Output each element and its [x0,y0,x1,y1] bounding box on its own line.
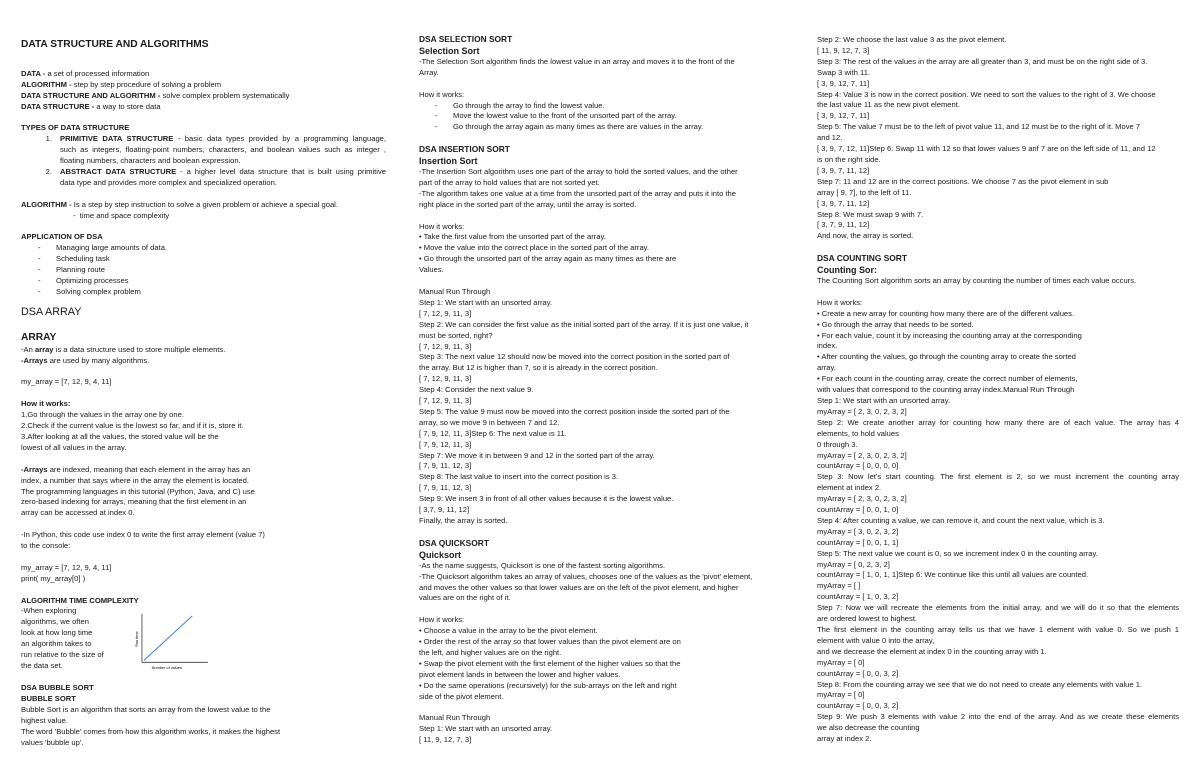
text-line: Step 1: We start with an unsorted array. [419,297,553,307]
text-line: • After counting the values, go through the counting array to create the sorted [817,352,1076,362]
text-line: 0 through 3. [817,439,858,449]
quicksort-steps [419,626,771,702]
text-line: Step 2: We choose the last value 3 as the pivot element. [817,35,1007,44]
text-line: [ 7, 9, 12, 11, 3]Step 6: The next value is 11. [419,428,567,438]
text-line: Step 8: The last value to insert into the correct position is 3. [419,472,619,482]
text-line: Step 5: The value 9 must now be moved into the correct position inside the sorted part of the [419,406,730,416]
insertion-heading: DSA INSERTION SORT [419,144,510,155]
text-line: • Order the rest of the array so that lower values than the pivot element are on [419,637,681,647]
text-line: are ordered lowest to highest. [817,614,918,624]
x-axis-label: Number of values [151,665,182,671]
text-line: The first element in the counting array tells us that we have 1 element with value 0. So we push 1 [817,625,1179,634]
text-line: [ 3,7, 9, 11, 12] [419,505,470,515]
text-line: • Swap the pivot element with the first element of the higher values so that the [419,658,681,668]
column-right: Step 2: We choose the last value 3 as the pivot element. [ 11, 9, 12, 7, 3] Step 3: The rest of the values in the array are all greater than 3, and must be on the right side of 3. Swap 3 with 11. [ 3, 9, 12, 7, 11] Step 4: Value 3 is now in the correct position. We need to sort the values to the right of 3. We choose the last value 11 as the new pivot element. [ 3, 9, 12, 7, 11] Step 5: The value 7 must be to the left of pivot value 11, and 12 must be to the right of it. Move 7 and 12. [ 3, 9, 7, 12, 11]Step 6: Swap 11 with 12 so that lower values 9 anf 7 are on the left side of 11, and 12 is on the right side. [ 3, 9, 7, 11, 12] Step 7: 11 and 12 are in the correct positions. We choose 7 as the pivot element in sub array [ 9, 7], to the left of 11. [ 3, 9, 7, 11, 12] Step 8: We must swap 9 with 7. [ 3, 7, 9, 11, 12] And now, the array is sorted. DSA COUNTING SORT Counting Sor: The Counting Sort algorithm sorts an array by counting the number of times each value occurs. How it works: • Create a new array for counting how many there are of the different values. • Go through the array that needs to be sorted. • For each value, count it by increasing the counting array at the corresponding index. • After counting the values, go through the counting array to create the sorted array. • For each count in the counting array, create the correct number of elements, with values that correspond to the counting array index.Manual Run Through Step 1: We start with an unsorted array. myArray = [ 2, 3, 0, 2, 3, 2] Step 2: We create another array for counting how many there are of each value. The array has 4 elements, to hold values 0 through 3. myArray = [ 2, 3, 0, 2, 3, 2] countArray = [ 0, 0, 0, 0] Step 3: Now let's start counting. The first element is 2, so we must increment the counting array element at index 2. myArray = [ 2, 3, 0, 2, 3, 2] countArray = [ 0, 0, 1, 0] Step 4: After counting a value, we can remove it, and count the next value, which is 3. myArray = [ 3, 0, 2, 3, 2] countArray = [ 0, 0, 1, 1] Step 5: The next value we count is 0, so we increment index 0 in the counting array. myArray = [ 0, 2, 3, 2] countArray = [ 1, 0, 1, 1]Step 6: We continue like this until all values are counted. myArray = [ ] countArray = [ 1, 0, 3, 2] Step 7: Now we will recreate the elements from the initial array, and we will do it so that the elements are ordered lowest to highest. The first element in the counting array tells us that we have 1 element with value 0. So we push 1 element with value 0 into the array, and we decrease the element at index 0 in the counting array with 1. myArray = [ 0] countArray = [ 0, 0, 3, 2] Step 8: From the counting array we see that we do not need to create any elements with value 1. myArray = [ 0] countArray = [ 0, 0, 3, 2] Step 9: We push 3 elements with value 2 into the end of the array. And as we create these elements we also decrease the counting array at index 2. [817,35,1179,744]
text-line: • Go through the array that needs to be sorted. [817,319,974,329]
text-line: Step 1: We start with an unsorted array. [419,724,553,734]
applications-list: - Managing large amounts of data. - Scheduling task - Planning route - Optimizing processes - Solving complex problem [38,243,168,296]
types-heading: TYPES OF DATA STRUCTURE [21,123,130,133]
text-line: countArray = [ 1, 0, 3, 2] [817,592,899,602]
counting-run [817,418,1179,745]
text-line: Step 5: The next value we count is 0, so we increment index 0 in the counting array. [817,548,1098,558]
bubble-heading: DSA BUBBLE SORT [21,683,94,693]
text-line: Step 9: We push 3 elements with value 2 into the end of the array. And as we create these elements [817,712,1179,722]
text-line: countArray = [ 0, 0, 1, 0] [817,505,899,515]
text-line: Step 9: We insert 3 in front of all other values because it is the lowest value. [419,494,674,504]
text-line: index. [817,341,838,351]
column-left: DATA STRUCTURE AND ALGORITHMS DATA - a set of processed information ALGORITHM - step by step procedure of solving a problem DATA STRUCTURE AND ALGORITHM - solve complex problem systematically DATA STRUCTURE - a way to store data TYPES OF DATA STRUCTURE 1. PRIMITIVE DATA STRUCTURE - basic data types provided by a programming language, such as integers, floating-point numbers, characters, and boolean values such as integer , floating numbers, characters and boolean expression. 2. ABSTRACT DATA STRUCTURE - a higher level data structure that is built using primitive data type and provides more complex and specialized operation. ALGORITHM - Is a step by step instruction to solve a given problem or achieve a special goal. - time and space complexity APPLICATION OF DSA - Managing large amounts of data. - Scheduling task - Planning route - Optimizing processes - Solving complex problem DSA ARRAY ARRAY -An array is a data structure used to store multiple elements. -Arrays are used by many algorithms. my_array = [7, 12, 9, 4, 11] How it works: 1.Go through the values in the array one by one. 2.Check if the current value is the lowest so far, and if it is, store it. 3.After looking at all the values, the stored value will be the lowest of all values in the array. -Arrays are indexed, meaning that each element in the array has an index, a number that says where in the array the element is located. The programming languages in this tutorial (Python, Java, and C) use zero-based indexing for arrays, meaning that the first element in an array can be accessed at index 0. -In Python, this code use index 0 to write the first array element (value 7) to the console: my_array = [7, 12, 9, 4, 11] print( my_array[0] ) ALGORITHM TIME COMPLEXITY -When exploring algorithms, we often look at how long time an algorithm takes to run relative to the size of the data set. Run time Number of values DSA BUBBLE SORT BUBBLE SORT Bubble Sort is an algorithm that sorts an array from the lowest value to the highest value. The word 'Bubble' comes from how this algorithm works, it makes the highest values 'bubble up'. [21,39,386,747]
insertion-manual-run [419,287,771,527]
text-line: Step 3: The next value 12 should now be moved into the correct position in the sorted part of [419,352,730,362]
text-line: the array. But 12 is higher than 7, so it is already in the correct position. [419,363,658,373]
text-line: myArray = [ 3, 0, 2, 3, 2] [817,526,899,536]
text-line: is on the right side. [817,154,881,164]
text-line: Step 3: The rest of the values in the array are all greater than 3, and must be on the right side of 3. [817,56,1148,66]
text-line: [ 3, 9, 7, 12, 11]Step 6: Swap 11 with 12 so that lower values 9 anf 7 are on the left side of 11, and 12 [817,144,1156,154]
text-line: [ 7, 9, 11, 12, 3] [419,483,472,493]
text-line: [ 7, 9, 11, 12, 3] [419,461,472,471]
text-line: [ 7, 12, 9, 11, 3] [419,308,472,318]
y-axis-label: Run time [134,631,140,648]
text-line: elements, to hold values [817,428,899,438]
column-middle: DSA SELECTION SORT Selection Sort -The Selection Sort algorithm finds the lowest value in an array and moves it to the front of the Array. How it works: - Go through the array to find the lowest value. - Move the lowest value to the front of the unsorted part of the array. - Go through the array again as many times as there are values in the array. DSA INSERTION SORT Insertion Sort -The Insertion Sort algorithm uses one part of the array to hold the sorted values, and the other part of the array to hold values that are not sorted yet. -The algorithm takes one value at a time from the unsorted part of the array and puts it into the right place in the sorted part of the array, until the array is sorted. How it works: • Take the first value from the unsorted part of the array. • Move the value into the correct place in the sorted part of the array. • Go through the unsorted part of the array again as many times as there are Values. Manual Run Through Step 1: We start with an unsorted array. [ 7, 12, 9, 11, 3] Step 2: We can consider the first value as the initial sorted part of the array. If it is just one value, it must be sorted, right? [ 7, 12, 9, 11, 3] Step 3: The next value 12 should now be moved into the correct position in the sorted part of the array. But 12 is higher than 7, so it is already in the correct position. [ 7, 12, 9, 11, 3] Step 4: Consider the next value 9. [ 7, 12, 9, 11, 3] Step 5: The value 9 must now be moved into the correct position inside the sorted part of the array, so we move 9 in between 7 and 12. [ 7, 9, 12, 11, 3]Step 6: The next value is 11. [ 7, 9, 12, 11, 3] Step 7: We move it in between 9 and 12 in the sorted part of the array. [ 7, 9, 11, 12, 3] Step 8: The last value to insert into the correct position is 3. [ 7, 9, 11, 12, 3] Step 9: We insert 3 in front of all other values because it is the lowest value. [ 3,7, 9, 11, 12] Finally, the array is sorted. DSA QUICKSORT Quicksort -As the name suggests, Quicksort is one of the fastest sorting algorithms. -The Quicksort algorithm takes an array of values, chooses one of the values as the 'pivot' element, and moves the other values so that lower values are on the left of the pivot element, and higher values are on the right of it. How it works: • Choose a value in the array to be the pivot element. • Order the rest of the array so that lower values than the pivot element are on the left, and higher values are on the right. • Swap the pivot element with the first element of the higher values so that the pivot element lands in between the lower and higher values. • Do the same operations (recursively) for the sub-arrays on the left and right side of the pivot element. Manual Run Through Step 1: We start with an unsorted array. [ 11, 9, 12, 7, 3] [419,34,771,746]
text-line: [ 11, 9, 12, 7, 3] [817,45,870,55]
doc-title: DATA STRUCTURE AND ALGORITHMS [21,39,209,50]
definitions: DATA - a set of processed information ALGORITHM - step by step procedure of solving a problem DATA STRUCTURE AND ALGORITHM - solve complex problem systematically DATA STRUCTURE - a way to store data [21,68,290,111]
counting-heading: DSA COUNTING SORT [817,253,907,264]
text-line: • Do the same operations (recursively) for the sub-arrays on the left and right [419,680,677,690]
text-line: Step 2: We can consider the first value as the initial sorted part of the array. If it is just one value, it [419,319,749,329]
text-line: Step 4: Consider the next value 9. [419,385,534,395]
text-line: countArray = [ 1, 0, 1, 1]Step 6: We continue like this until all values are counted. [817,570,1089,580]
text-line: Finally, the array is sorted. [419,516,508,525]
text-line: • Choose a value in the array to be the pivot element. [419,626,598,636]
text-line: and 12. [817,133,843,143]
text-line: [ 3, 7, 9, 11, 12] [817,220,870,230]
text-line: [ 7, 12, 9, 11, 3] [419,374,472,384]
text-line: array at index 2. [817,734,872,744]
code-line: my_array = [7, 12, 9, 4, 11] [21,562,112,572]
text-line: and we decrease the element at index 0 in the counting array with 1. [817,646,1047,656]
text-line: the last value 11 as the new pivot element. [817,100,960,110]
text-line: Step 4: Value 3 is now in the correct position. We need to sort the values to the right of 3. We choose [817,89,1156,99]
list-item: 2. ABSTRACT DATA STRUCTURE - a higher level data structure that is built using primitive data type and provides more complex and specialized operation. [45,167,386,187]
text-line: array. [817,363,836,373]
text-line: Step 7: 11 and 12 are in the correct positions. We choose 7 as the pivot element in sub [817,176,1109,186]
text-line: [ 3, 9, 7, 11, 12] [817,165,870,175]
text-line: countArray = [ 0, 0, 3, 2] [817,701,899,711]
quicksort-heading: DSA QUICKSORT [419,537,489,548]
text-line: must be sorted, right? [419,330,493,340]
text-line: Swap 3 with 11. [817,67,871,77]
text-line: countArray = [ 0, 0, 0, 0] [817,461,899,471]
text-line: myArray = [ 0] [817,657,865,667]
text-line: myArray = [ 2, 3, 0, 2, 3, 2] [817,406,907,416]
text-line: [ 7, 12, 9, 11, 3] [419,341,472,351]
complexity-line [144,616,192,661]
list-item: 1. PRIMITIVE DATA STRUCTURE - basic data types provided by a programming language, such as integers, floating-point numbers, characters, and boolean values such as integer , floating numbers, characters and boolean expression. [45,134,386,166]
quicksort-continued [817,35,1179,242]
text-line: countArray = [ 0, 0, 1, 1] [817,537,899,547]
text-line: we also decrease the counting [817,723,920,733]
text-line: [ 3, 9, 7, 11, 12] [817,198,870,208]
text-line: [ 11, 9, 12, 7, 3] [419,735,472,745]
selection-heading: DSA SELECTION SORT [419,34,513,44]
text-line: myArray = [ 0] [817,690,865,700]
text-line: myArray = [ 2, 3, 0, 2, 3, 2] [817,494,907,504]
text-line: the left, and higher values are on the right. [419,647,562,657]
text-line: pivot element lands in between the lower and higher values. [419,669,621,679]
text-line: Step 2: We create another array for counting how many there are of each value. The array has 4 [817,417,1179,427]
text-line: side of the pivot element. [419,691,504,701]
text-line: myArray = [ 0, 2, 3, 2] [817,559,890,569]
text-line: with values that correspond to the counting array index.Manual Run Through [817,385,1075,395]
quicksort-manual-run [419,713,771,746]
text-line: And now, the array is sorted. [817,231,914,241]
text-line: Step 4: After counting a value, we can remove it, and count the next value, which is 3. [817,515,1105,525]
dsa-array-heading: DSA ARRAY [21,305,82,318]
complexity-chart [131,612,211,672]
text-line: array [ 9, 7], to the left of 11. [817,187,912,197]
text-line: countArray = [ 0, 0, 3, 2] [817,668,899,678]
text-line: Step 7: We move it in between 9 and 12 in the sorted part of the array. [419,450,655,460]
code-line: print( my_array[0] ) [21,573,86,583]
text-line: element at index 2. [817,483,882,493]
text-line: Step 8: We must swap 9 with 7. [817,209,924,219]
time-complexity-heading: ALGORITHM TIME COMPLEXITY [21,595,139,605]
text-line: [ 7, 12, 9, 11, 3] [419,396,472,406]
text-line: myArray = [ ] [817,581,861,591]
text-line: myArray = [ 2, 3, 0, 2, 3, 2] [817,450,907,460]
text-line: [ 3, 9, 12, 7, 11] [817,111,870,121]
array-heading: ARRAY [21,331,57,343]
text-line: • For each value, count it by increasing the counting array at the corresponding [817,330,1082,340]
text-line: [ 3, 9, 12, 7, 11] [817,78,870,88]
text-line: Step 5: The value 7 must be to the left of pivot value 11, and 12 must be to the right of it. Move 7 [817,122,1141,132]
text-line: Step 7: Now we will recreate the elements from the initial array, and we will do it so that the elements [817,603,1179,613]
text-line: • Create a new array for counting how many there are of the different values. [817,308,1075,318]
text-line: element with value 0 into the array, [817,635,935,645]
text-line: array, so we move 9 in between 7 and 12. [419,417,560,427]
text-line: [ 7, 9, 12, 11, 3] [419,439,472,449]
text-line: Manual Run Through [419,713,491,723]
applications-heading: APPLICATION OF DSA [21,232,103,242]
code-line: my_array = [7, 12, 9, 4, 11] [21,377,112,387]
counting-steps [817,309,1179,418]
text-line: Step 8: From the counting array we see that we do not need to create any elements with value 1. [817,679,1143,689]
text-line: Step 3: Now let's start counting. The first element is 2, so we must increment the counting array [817,472,1179,482]
text-line: Step 1: We start with an unsorted array. [817,395,951,405]
text-line: • For each count in the counting array, create the correct number of elements, [817,374,1078,384]
text-line: Manual Run Through [419,286,491,296]
